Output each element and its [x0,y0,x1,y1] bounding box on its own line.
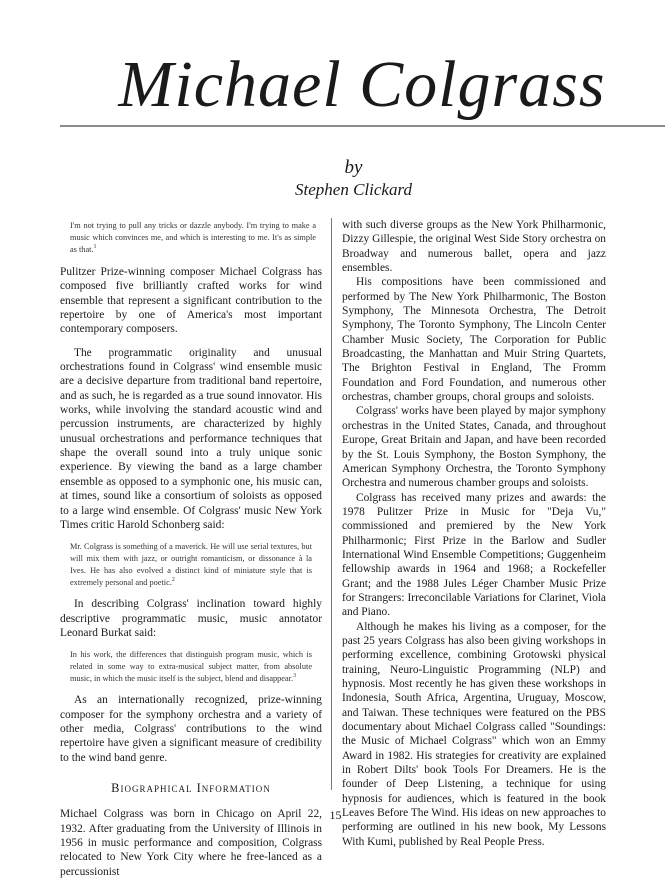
left-column [60,218,322,879]
epigraph-text: I'm not trying to pull any tricks or dazzle anybody. I'm trying to make a music which convinces me, and which is interesting to me. It's as simple as that. [70,221,316,254]
paragraph: Colgrass' works have been played by major symphony orchestras in the United States, Canada, and throughout Europe, Great Britain and Japan, and have been recorded by the St. Louis Symphony, the Boston Symphony, the American Symphony Orchestra, the Toronto Symphony Orchestra and numerous chamber groups and soloists. [342,405,606,490]
footnote-ref: 2 [171,577,175,584]
right-column [342,218,606,849]
column-divider [331,218,332,790]
paragraph: Although he makes his living as a composer, for the past 25 years Colgrass has also been giving workshops in performing excellence, combining Grotowski physical training, Neuro-Linguistic Programming (NLP) and hypnosis. Most recently he has given these workshops in Indonesia, South Africa, Argentina, Uruguay, Moscow, and Taiwan. These techniques were featured on the PBS documentary about Michael Colgrass called "Soundings: the Music of Michael Colgrass" which won an Emmy Award in 1982. His strategies for creativity are explained in Robert Dilts' book Tools For Dreamers. He is the founder of Deep Listening, a technique for using hypnosis for audiences, which is featured in the book Leaves Before The Wind. His ideas on new approaches to performing are outlined in his new book, My Lessons With Kumi, published by Real People Press. [342,620,606,848]
block-quote [70,649,312,685]
paragraph: His compositions have been commissioned and performed by The New York Philharmonic, The Boston Symphony, The Minnesota Orchestra, The Detroit Symphony, The Toronto Symphony, The Lincoln Center Chamber Music Society, The Corporation for Public Broadcasting, the Manhattan and Muir String Quartets, The Brighton Festival in England, The Fromm Foundation and Ford Foundation, and numerous other orchestras, chamber groups, choral groups and soloists. [342,276,606,404]
block-quote-text: Mr. Colgrass is something of a maverick. He will use serial textures, but will mix them with jazz, or outright romanticism, or dissonance à la Ives. He has also evolved a distinct kind of miniature style that is extremely personal and poetic. [70,542,312,588]
paragraph: As an internationally recognized, prize-winning composer for the symphony orchestra and a variety of other media, Colgrass' contributions to the wind repertoire have given a significant measure of credibility to the wind band genre. [60,694,322,764]
article-title: Michael Colgrass [118,48,606,121]
title-rule [60,125,665,127]
paragraph: In describing Colgrass' inclination toward highly descriptive programmatic music, music annotator Leonard Burkat said: [60,598,322,639]
paragraph: Pulitzer Prize-winning composer Michael Colgrass has composed five brilliantly crafted works for wind ensemble that represent a significant contribution to the repertoire by one of America's most important contemporary composers. [60,266,322,336]
page-number: 15 [329,808,342,822]
block-quote-text: In his work, the differences that distinguish program music, which is related in some way to extra-musical subject matter, from absolute music, in which the music itself is the subject, blend and disappear. [70,650,312,684]
paragraph: with such diverse groups as the New York Philharmonic, Dizzy Gillespie, the original West Side Story orchestra on Broadway and numerous ballet, opera and jazz ensembles. [342,219,606,275]
epigraph [70,220,316,256]
footnote-ref: 3 [293,673,297,680]
paragraph: The programmatic originality and unusual orchestrations found in Colgrass' wind ensemble music are a decisive departure from traditional band repertoire, and as such, he is regarded as a true sound innovator. His works, while involving the standard acoustic wind and percussion instruments, are characterized by highly unusual orchestrations and performance techniques that shape the overall sound into a truly unique sonic experience. By viewing the band as a large chamber ensemble as opposed to a symphonic one, his music can, at times, sound like a consortium of soloists as opposed to a large wind ensemble. Of Colgrass' music New York Times critic Harold Schonberg said: [60,346,322,531]
byline-by: by [344,157,363,178]
byline-author: Stephen Clickard [295,180,412,199]
paragraph: Michael Colgrass was born in Chicago on April 22, 1932. After graduating from the University of Illinois in 1956 in music performance and composition, Colgrass relocated to New York City where he free-lanced as a percussionist [60,808,322,878]
footnote-ref: 1 [93,244,97,251]
paragraph: Colgrass has received many prizes and awards: the 1978 Pulitzer Prize in Music for "Deja Vu," commissioned and premiered by the New York Philharmonic; First Prize in the Barlow and Sudler International Wind Ensemble Competitions; Guggenheim fellowship awards in 1964 and 1968; a Rockefeller Grant; and the 1988 Jules Léger Chamber Music Prize for Strangers: Irreconcilable Variations for Clarinet, Viola and Piano. [342,491,606,619]
section-heading: Biographical Information [111,780,271,795]
article-header [0,0,667,215]
block-quote [70,541,312,589]
